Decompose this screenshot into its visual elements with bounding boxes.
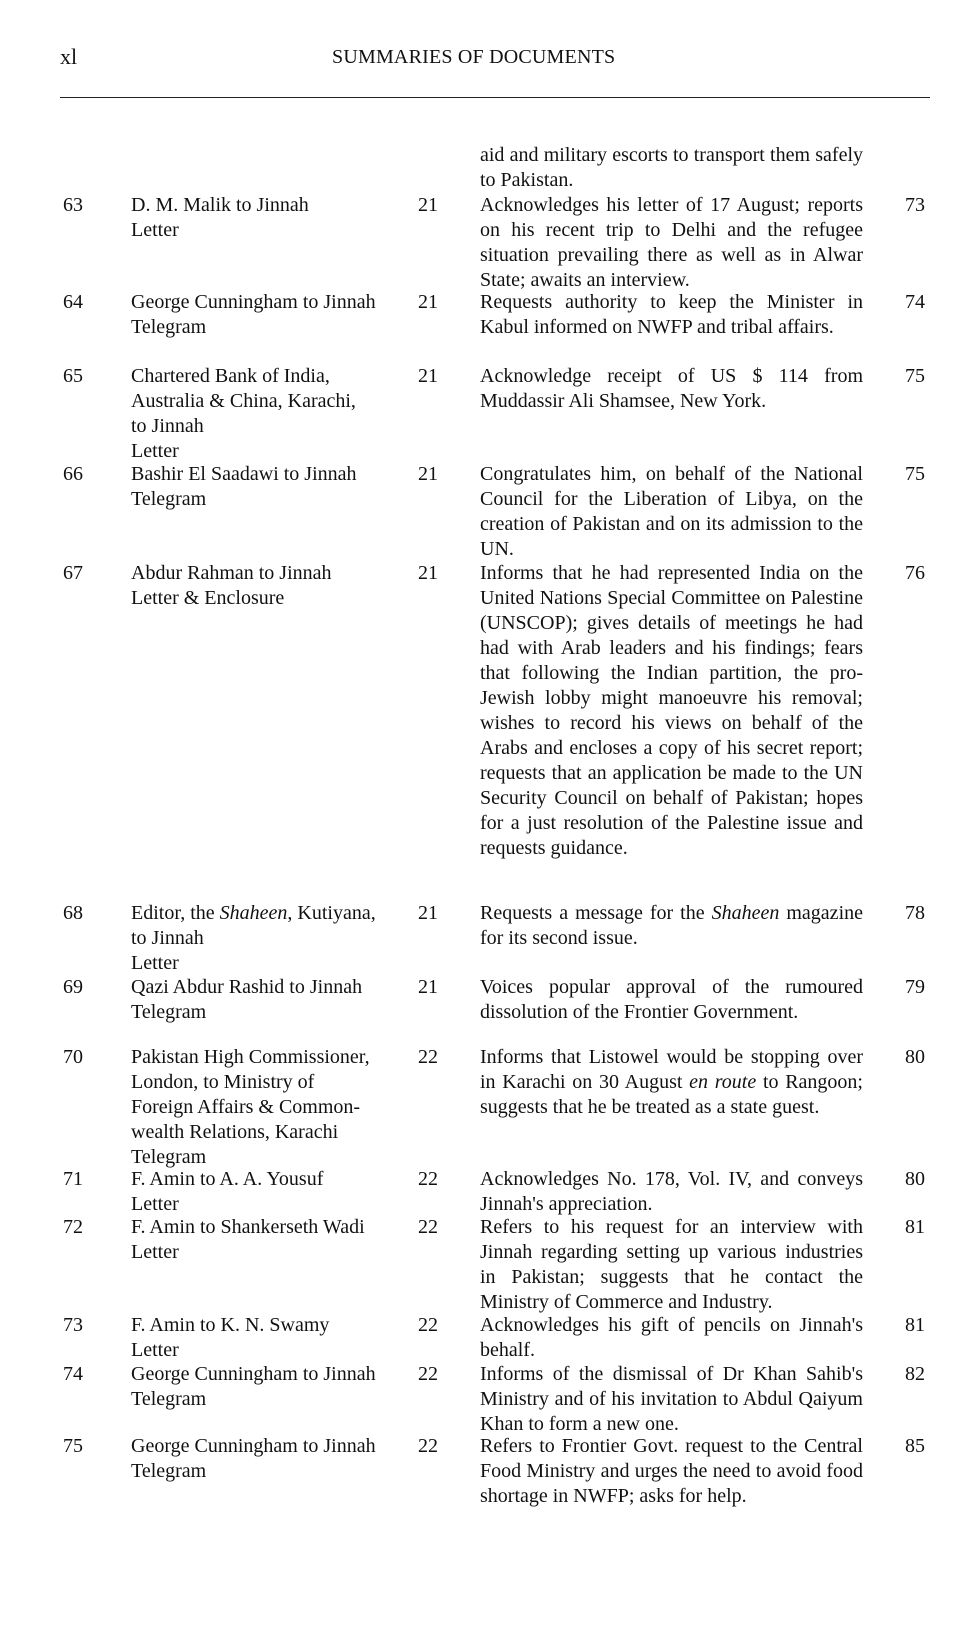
entry-date: 21 xyxy=(418,463,438,485)
party-text: , Kutiyana, xyxy=(287,902,376,924)
magazine-title: Shaheen xyxy=(711,902,780,924)
entry-date: 21 xyxy=(418,976,438,998)
page-number: xl xyxy=(60,44,78,69)
entry-summary: Informs of the dismissal of Dr Khan Sahib's Ministry and of his invitation to Abdul Qaiyum Khan to form a new one. xyxy=(480,1363,863,1435)
entry-summary: Acknowledges No. 178, Vol. IV, and conveys Jinnah's appreciation. xyxy=(480,1168,863,1215)
entry-page: 76 xyxy=(905,562,925,584)
entry-party xyxy=(131,1434,406,1484)
entry-number: 67 xyxy=(63,562,83,584)
entry-number: 64 xyxy=(63,291,83,313)
document-type: Telegram xyxy=(131,316,207,338)
entry-party xyxy=(131,975,406,1025)
entry-date: 21 xyxy=(418,562,438,584)
document-type: Telegram xyxy=(131,1001,207,1023)
entry-party xyxy=(131,290,406,340)
entry-summary xyxy=(480,1045,863,1120)
party-line: to Jinnah xyxy=(131,415,204,437)
entry-party xyxy=(131,193,406,243)
document-type: Letter xyxy=(131,440,179,462)
entry-summary: Requests authority to keep the Minister in Kabul informed on NWFP and tribal affairs. xyxy=(480,291,863,338)
entry-number: 71 xyxy=(63,1168,83,1190)
entry-page: 79 xyxy=(905,976,925,998)
entry-page: 82 xyxy=(905,1363,925,1385)
party-line: George Cunningham to Jinnah xyxy=(131,1435,376,1457)
magazine-title: Shaheen xyxy=(219,902,288,924)
summary-text: Informs that Listowel would be stopping over in Karachi on 30 August xyxy=(480,1046,863,1093)
party-line: F. Amin to K. N. Swamy xyxy=(131,1314,330,1336)
document-type: Telegram xyxy=(131,488,207,510)
party-line: Pakistan High Commissioner, xyxy=(131,1046,370,1068)
entry-date: 22 xyxy=(418,1363,438,1385)
entry-date: 21 xyxy=(418,902,438,924)
document-type: Letter xyxy=(131,1241,179,1263)
entry-page: 74 xyxy=(905,291,925,313)
italic-phrase: en route xyxy=(689,1071,757,1093)
entry-date: 22 xyxy=(418,1435,438,1457)
summary-text: Requests a message for the xyxy=(480,902,712,924)
party-line: to Jinnah xyxy=(131,927,204,949)
party-text: Editor, the xyxy=(131,902,220,924)
entry-summary: Refers to his request for an interview with Jinnah regarding setting up various industries in Pakistan; suggests that he contact the Ministry of Commerce and Industry. xyxy=(480,1216,863,1313)
entry-summary: Acknowledges his letter of 17 August; reports on his recent trip to Delhi and the refugee situation prevailing there as well as in Alwar State; awaits an interview. xyxy=(480,194,863,291)
entry-summary: Acknowledge receipt of US $ 114 from Muddassir Ali Shamsee, New York. xyxy=(480,365,863,412)
entry-page: 75 xyxy=(905,463,925,485)
document-type: Telegram xyxy=(131,1146,207,1168)
document-type: Letter & Enclosure xyxy=(131,587,285,609)
entry-party xyxy=(131,462,406,512)
party-line: George Cunningham to Jinnah xyxy=(131,1363,376,1385)
document-type: Letter xyxy=(131,1193,179,1215)
entry-party xyxy=(131,364,406,464)
entry-number: 73 xyxy=(63,1314,83,1336)
entry-date: 21 xyxy=(418,365,438,387)
entry-page: 85 xyxy=(905,1435,925,1457)
entry-page: 81 xyxy=(905,1314,925,1336)
entry-summary: Voices popular approval of the rumoured dissolution of the Frontier Government. xyxy=(480,976,863,1023)
entry-number: 74 xyxy=(63,1363,83,1385)
party-line: Chartered Bank of India, xyxy=(131,365,330,387)
entry-party xyxy=(131,1313,406,1363)
party-line: Foreign Affairs & Common- xyxy=(131,1096,361,1118)
entry-party xyxy=(131,1045,406,1170)
entry-party xyxy=(131,901,406,976)
entry-number: 65 xyxy=(63,365,83,387)
entry-number: 69 xyxy=(63,976,83,998)
party-line: wealth Relations, Karachi xyxy=(131,1121,339,1143)
party-line: Australia & China, Karachi, xyxy=(131,390,356,412)
document-type: Telegram xyxy=(131,1388,207,1410)
entry-summary: Congratulates him, on behalf of the National Council for the Liberation of Libya, on the creation of Pakistan and on its admission to the UN. xyxy=(480,463,863,560)
entry-number: 66 xyxy=(63,463,83,485)
party-line: George Cunningham to Jinnah xyxy=(131,291,376,313)
entry-summary: aid and military escorts to transport them safely to Pakistan. xyxy=(480,144,863,191)
entry-number: 70 xyxy=(63,1046,83,1068)
document-type: Letter xyxy=(131,1339,179,1361)
document-type: Letter xyxy=(131,219,179,241)
document-type: Telegram xyxy=(131,1460,207,1482)
party-line: Bashir El Saadawi to Jinnah xyxy=(131,463,357,485)
entry-page: 73 xyxy=(905,194,925,216)
entry-summary: Acknowledges his gift of pencils on Jinnah's behalf. xyxy=(480,1314,863,1361)
summary-text: to Rangoon; suggests that he be treated as a state guest. xyxy=(480,1071,863,1118)
entry-summary xyxy=(480,901,863,951)
entry-party xyxy=(131,561,406,611)
party-line: D. M. Malik to Jinnah xyxy=(131,194,309,216)
entry-date: 22 xyxy=(418,1046,438,1068)
entry-number: 68 xyxy=(63,902,83,924)
entry-party xyxy=(131,1167,406,1217)
entry-summary: Informs that he had represented India on the United Nations Special Committee on Palestine (UNSCOP); gives details of meetings he had had with Arab leaders and his findings; fears that following the Indian partition, the pro-Jewish lobby might manoeuvre his removal; wishes to record his views on behalf of the Arabs and encloses a copy of his secret report; requests that an application be made to the UN Security Council on behalf of Pakistan; hopes for a just resolution of the Palestine issue and requests guidance. xyxy=(480,562,863,859)
document-type: Letter xyxy=(131,952,179,974)
entry-page: 80 xyxy=(905,1168,925,1190)
party-line: Abdur Rahman to Jinnah xyxy=(131,562,332,584)
entry-page: 80 xyxy=(905,1046,925,1068)
party-line: F. Amin to A. A. Yousuf xyxy=(131,1168,324,1190)
header-rule xyxy=(60,97,930,98)
party-line: London, to Ministry of xyxy=(131,1071,315,1093)
entry-party xyxy=(131,1362,406,1412)
entry-page: 75 xyxy=(905,365,925,387)
entry-party xyxy=(131,1215,406,1265)
entry-page: 81 xyxy=(905,1216,925,1238)
entry-number: 63 xyxy=(63,194,83,216)
summary-text: magazine for its second issue. xyxy=(480,902,863,949)
entry-page: 78 xyxy=(905,902,925,924)
party-line: F. Amin to Shankerseth Wadi xyxy=(131,1216,365,1238)
entry-number: 75 xyxy=(63,1435,83,1457)
party-line xyxy=(131,901,406,926)
entry-summary: Refers to Frontier Govt. request to the Central Food Ministry and urges the need to avoid food shortage in NWFP; asks for help. xyxy=(480,1435,863,1507)
entry-date: 22 xyxy=(418,1314,438,1336)
entry-number: 72 xyxy=(63,1216,83,1238)
entry-date: 21 xyxy=(418,194,438,216)
entry-date: 22 xyxy=(418,1168,438,1190)
entry-date: 21 xyxy=(418,291,438,313)
running-head: SUMMARIES OF DOCUMENTS xyxy=(332,46,616,68)
entry-date: 22 xyxy=(418,1216,438,1238)
party-line: Qazi Abdur Rashid to Jinnah xyxy=(131,976,363,998)
